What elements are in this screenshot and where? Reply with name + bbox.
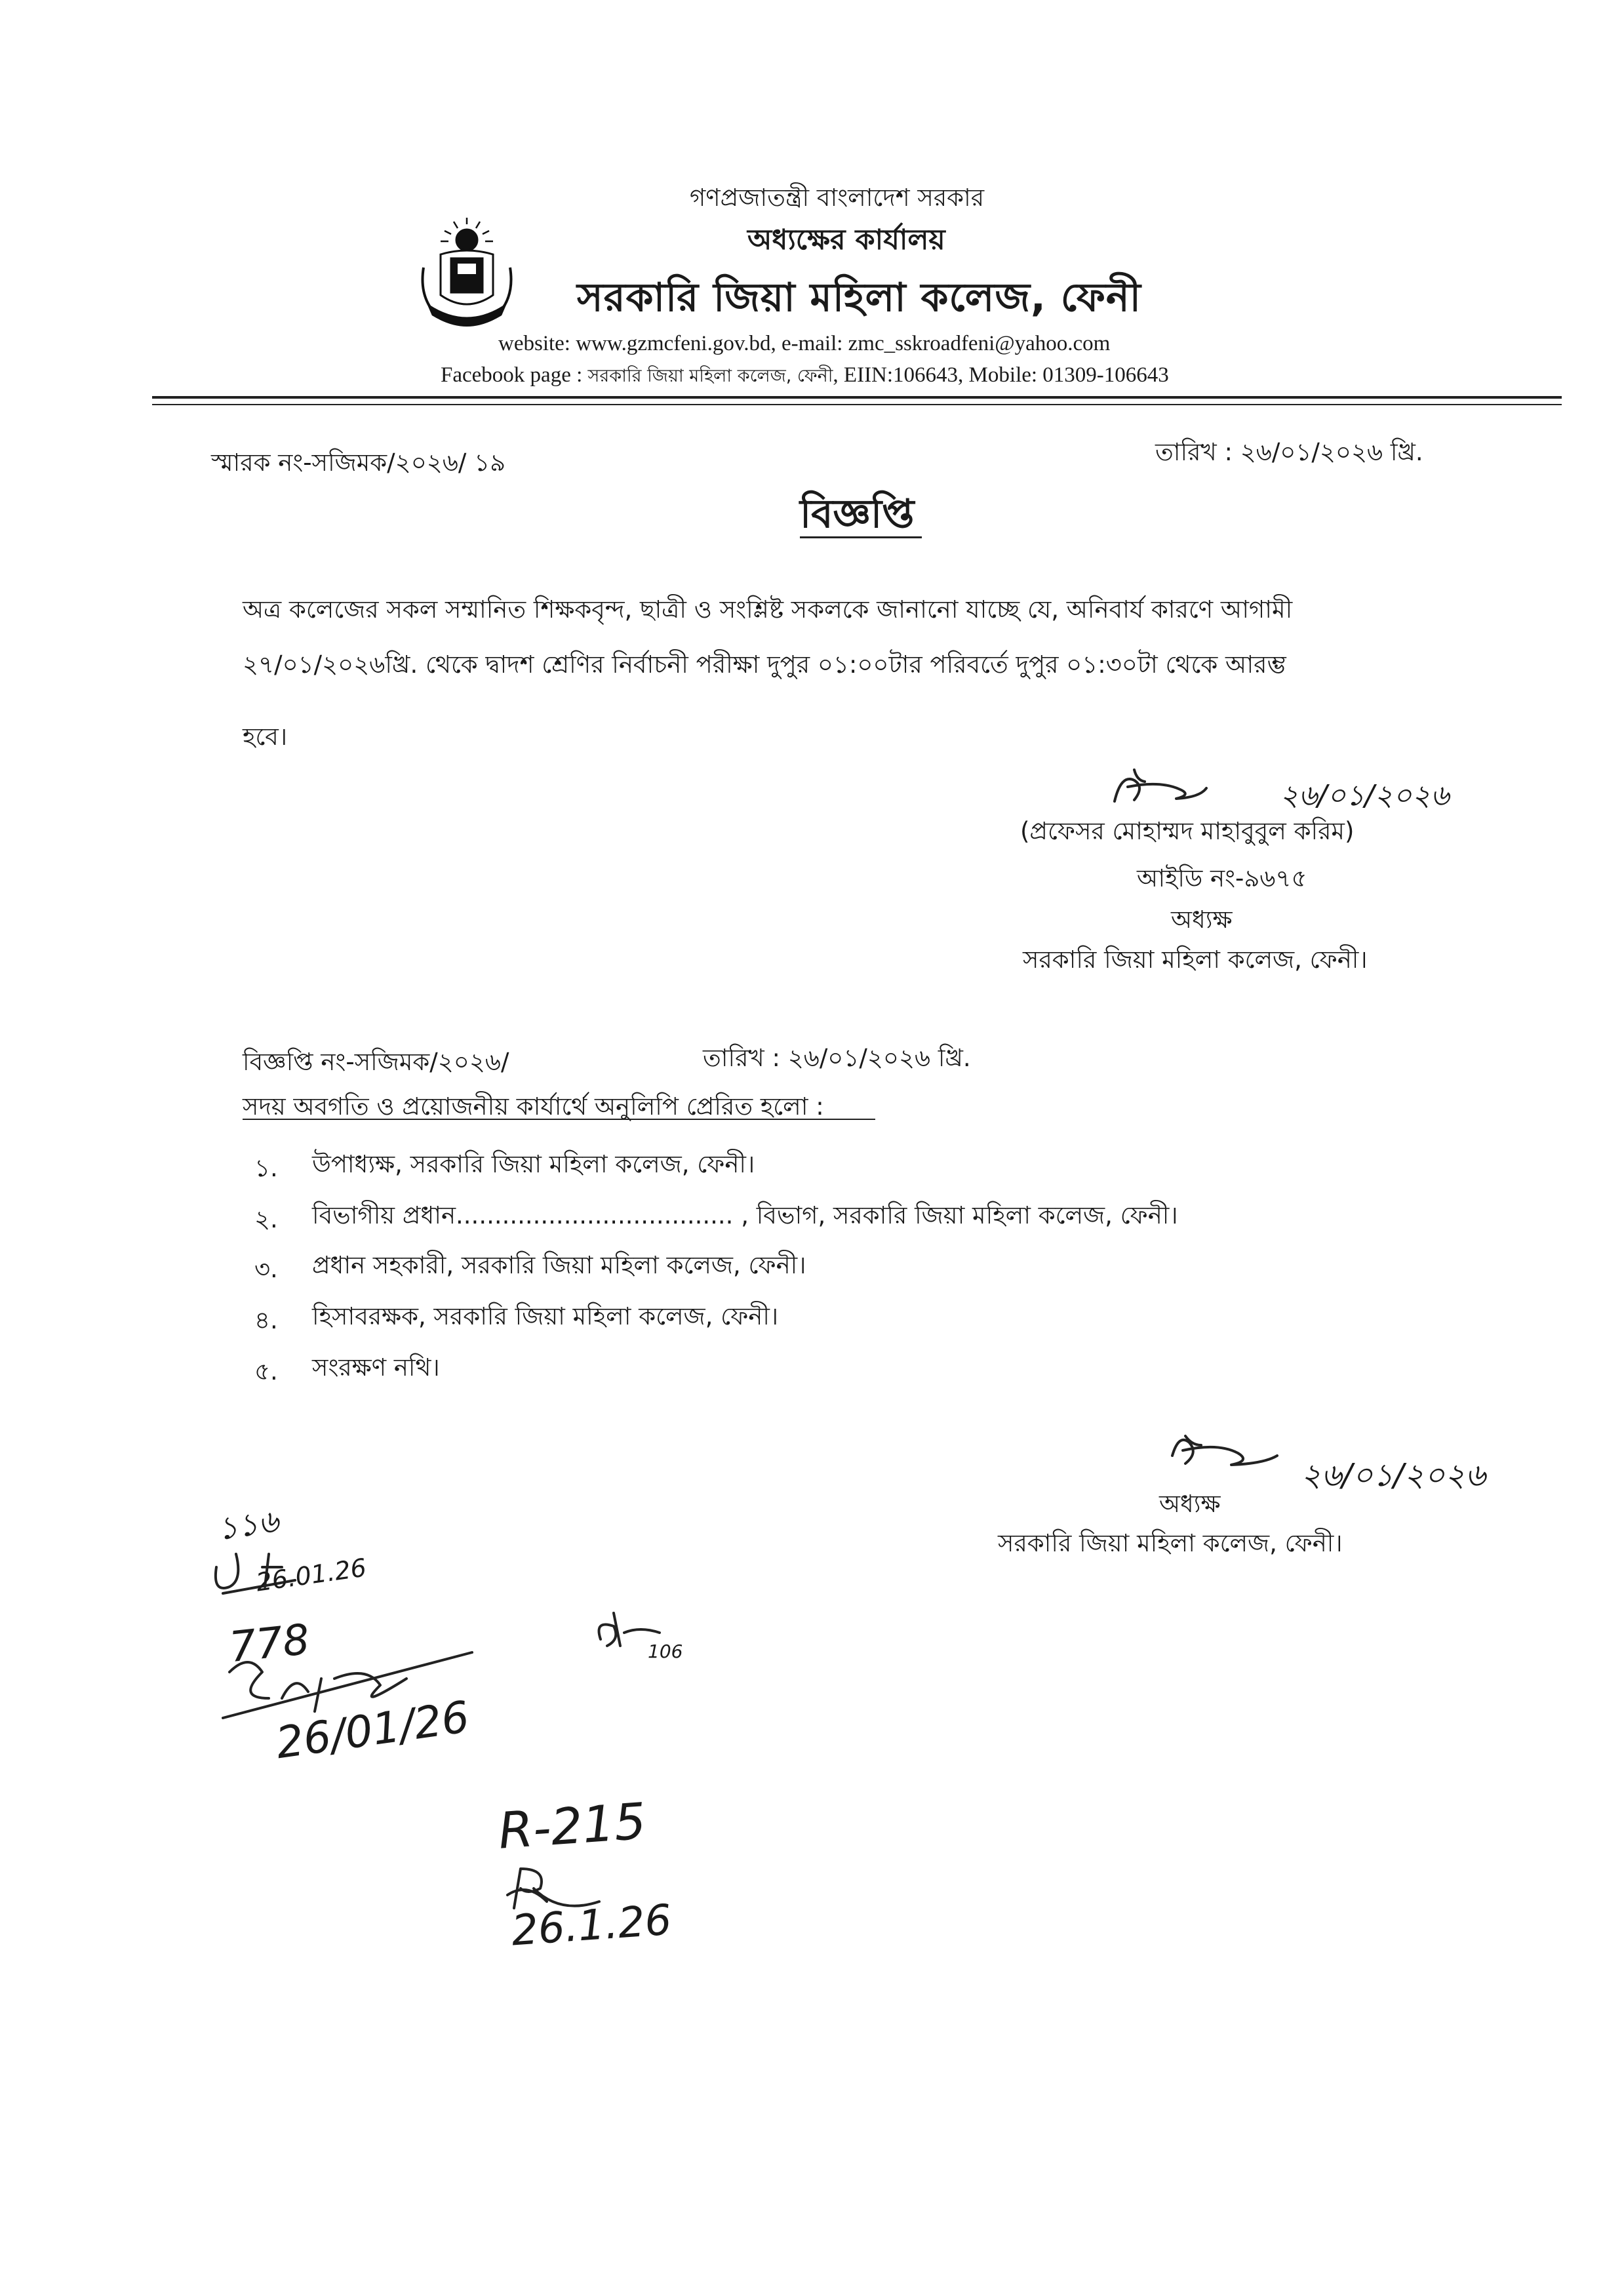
recipient-number: ২. [254, 1205, 278, 1233]
handwritten-note-date-1: 26.01.26 [254, 1553, 368, 1597]
handwritten-note-date-3: 26.1.26 [509, 1896, 673, 1956]
handwritten-note-number-3: 106 [648, 1641, 683, 1662]
principal-id: আইডি নং-৯৬৭৫ [1137, 864, 1307, 892]
recipient-text: বিভাগীয় প্রধান.................................... , বিভাগ, সরকারি জিয়া মহিলা কলেজ, ফেনী। [312, 1201, 1178, 1229]
recipient-text: উপাধ্যক্ষ, সরকারি জিয়া মহিলা কলেজ, ফেনী। [312, 1150, 755, 1178]
contact-website-email: website: www.gzmcfeni.gov.bd, e-mail: zmc_sskroadfeni@yahoo.com [498, 332, 1111, 355]
memo-date: তারিখ : ২৬/০১/২০২৬ খ্রি. [1155, 438, 1423, 466]
notice-body-line-1: অত্র কলেজের সকল সম্মানিত শিক্ষকবৃন্দ, ছাত্রী ও সংশ্লিষ্ট সকলকে জানানো যাচ্ছে যে, অনিবার্য কারণে আগামী [243, 595, 1293, 624]
principal-college: সরকারি জিয়া মহিলা কলেজ, ফেনী। [1023, 946, 1368, 974]
college-logo-icon [414, 215, 519, 334]
college-name: সরকারি জিয়া মহিলা কলেজ, ফেনী [577, 275, 1141, 321]
facebook-page-name: সরকারি জিয়া মহিলা কলেজ, ফেনী [587, 366, 833, 386]
notice-body-line-3: হবে। [243, 723, 288, 751]
notice-body-line-2: ২৭/০১/২০২৬খ্রি. থেকে দ্বাদশ শ্রেণির নির্বাচনী পরীক্ষা দুপুর ০১:০০টার পরিবর্তে দুপুর ০১:৩০টা থেকে আরম্ভ [243, 650, 1286, 679]
recipient-number: ১. [254, 1154, 278, 1182]
copy-signature-date: ২৬/০১/২০২৬ [1301, 1457, 1486, 1494]
copy-signatory-designation: অধ্যক্ষ [1159, 1490, 1221, 1518]
government-name: গণপ্রজাতন্ত্রী বাংলাদেশ সরকার [690, 184, 985, 212]
eiin-mobile: , EIIN:106643, Mobile: 01309-106643 [833, 363, 1169, 387]
contact-facebook-eiin-mobile [441, 363, 1169, 392]
recipient-number: ৩. [254, 1255, 278, 1283]
recipient-text: সংরক্ষণ নথি। [312, 1353, 440, 1382]
principal-signature-copy [1166, 1427, 1310, 1486]
principal-designation: অধ্যক্ষ [1171, 906, 1233, 934]
copy-heading: সদয় অবগতি ও প্রয়োজনীয় কার্যার্থে অনুলিপি প্রেরিত হলো : [243, 1092, 824, 1121]
recipient-number: ৫. [254, 1357, 278, 1386]
office-name: অধ্যক্ষের কার্যালয় [747, 224, 945, 256]
header-rule-thin [152, 404, 1562, 405]
principal-signature-date: ২৬/০১/২০২৬ [1280, 779, 1450, 812]
notice-title: বিজ্ঞপ্তি [800, 491, 915, 537]
facebook-label: Facebook page : [441, 363, 588, 387]
memo-number: স্মারক নং-সজিমক/২০২৬/ ১৯ [211, 449, 506, 477]
recipient-number: ৪. [254, 1306, 278, 1334]
handwritten-note-number-2: 778 [227, 1615, 312, 1673]
copy-notice-number: বিজ্ঞপ্তি নং-সজিমক/২০২৬/ [243, 1048, 509, 1076]
header-rule-thick [152, 396, 1562, 399]
copy-heading-underline [243, 1119, 875, 1120]
copy-date: তারিখ : ২৬/০১/২০২৬ খ্রি. [703, 1044, 971, 1072]
handwritten-note-date-2: 26/01/26 [273, 1691, 473, 1769]
recipient-text: হিসাবরক্ষক, সরকারি জিয়া মহিলা কলেজ, ফেনী। [312, 1302, 779, 1330]
notice-title-underline [800, 536, 922, 538]
handwritten-note-register: R-215 [496, 1791, 648, 1860]
copy-signatory-college: সরকারি জিয়া মহিলা কলেজ, ফেনী। [998, 1529, 1343, 1557]
handwritten-note-number: ১১৬ [215, 1502, 281, 1548]
recipient-text: প্রধান সহকারী, সরকারি জিয়া মহিলা কলেজ, ফেনী। [312, 1251, 806, 1279]
principal-name: (প্রফেসর মোহাম্মদ মাহাবুবুল করিম) [1020, 817, 1355, 845]
